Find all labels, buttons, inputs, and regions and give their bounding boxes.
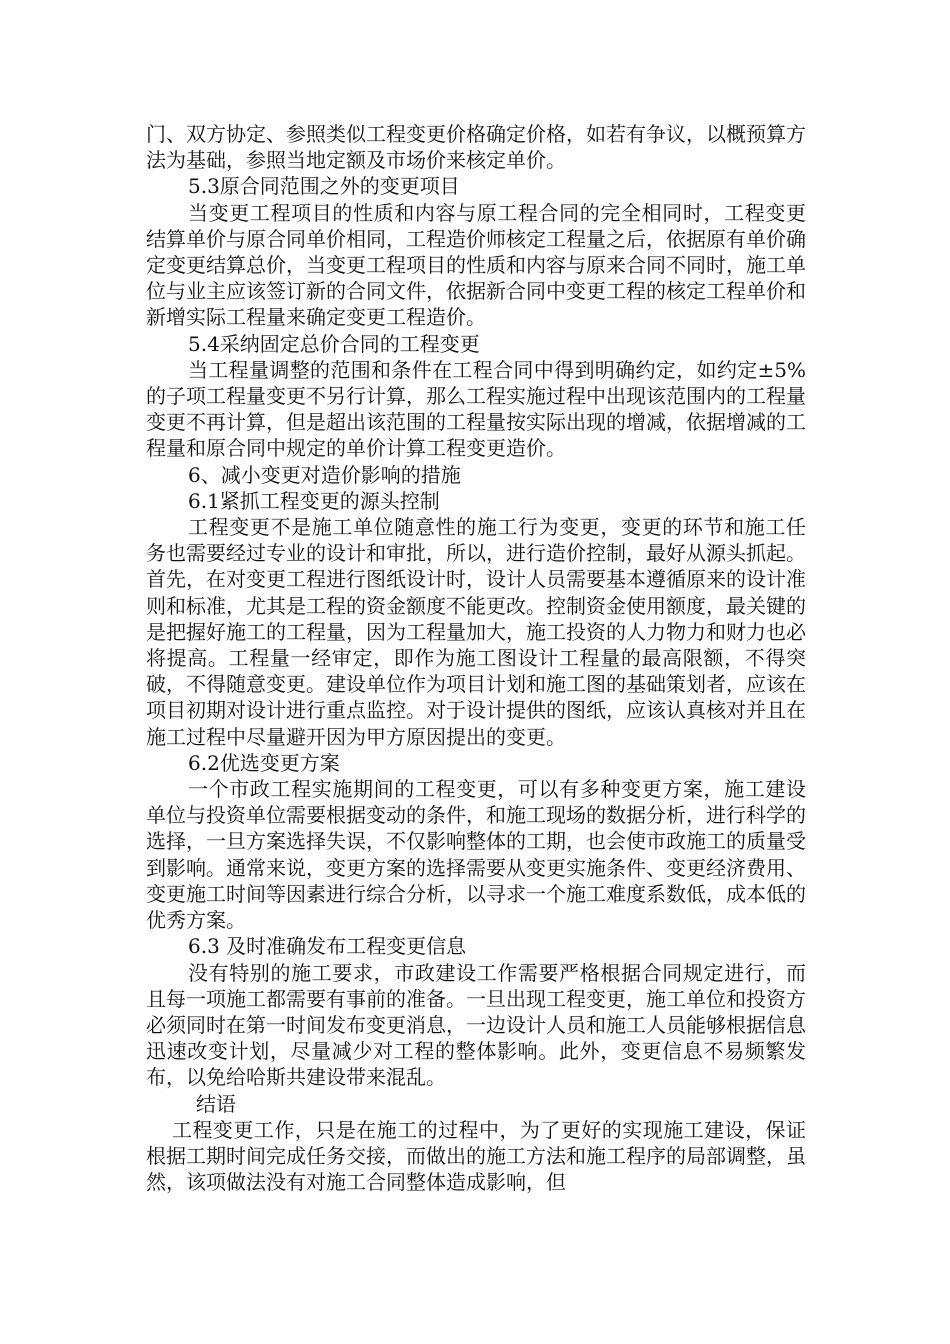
section-heading-5-4: 5.4采纳固定总价合同的工程变更 (188, 331, 480, 356)
paragraph-continuation: 门、双方协定、参照类似工程变更价格确定价格，如若有争议，以概预算方法为基础，参照当地定额及市场价来核定单价。 (146, 122, 806, 173)
paragraph: 工程变更工作，只是在施工的过程中，为了更好的实现施工建设，保证根据工期时间完成任务交接，而做出的施工方法和施工程序的局部调整，虽然，该项做法没有对施工合同整体造成影响，但 (146, 1117, 806, 1195)
paragraph: 没有特别的施工要求，市政建设工作需要严格根据合同规定进行，而且每一项施工都需要有事前的准备。一旦出现工程变更，施工单位和投资方必须同时在第一时间发布变更消息，一边设计人员和施工人员能够根据信息迅速改变计划，尽量减少对工程的整体影响。此外，变更信息不易频繁发布，以免给哈斯共建设带来混乱。 (146, 960, 806, 1090)
section-heading-6: 6、减小变更对造价影响的措施 (188, 462, 461, 487)
paragraph: 当工程量调整的范围和条件在工程合同中得到明确约定，如约定±5%的子项工程量变更不另行计算，那么工程实施过程中出现该范围内的工程量变更不再计算，但是超出该范围的工程量按实际出现的增减，依据增减的工程量和原合同中规定的单价计算工程变更造价。 (146, 357, 806, 461)
section-heading-6-2: 6.2优选变更方案 (188, 750, 340, 775)
section-heading-6-1: 6.1紧抓工程变更的源头控制 (188, 488, 440, 513)
document-body (146, 121, 806, 1195)
paragraph: 一个市政工程实施期间的工程变更，可以有多种变更方案，施工建设单位与投资单位需要根据变动的条件，和施工现场的数据分析，进行科学的选择，一旦方案选择失误，不仅影响整体的工期，也会使市政施工的质量受到影响。通常来说，变更方案的选择需要从变更实施条件、变更经济费用、变更施工时间等因素进行综合分析，以寻求一个施工难度系数低，成本低的优秀方案。 (146, 777, 806, 933)
paragraph: 当变更工程项目的性质和内容与原工程合同的完全相同时，工程变更结算单价与原合同单价相同，工程造价师核定工程量之后，依据原有单价确定变更结算总价，当变更工程项目的性质和内容与原来合同不同时，施工单位与业主应该签订新的合同文件，依据新合同中变更工程的核定工程单价和新增实际工程量来确定变更工程造价。 (146, 200, 806, 330)
paragraph: 工程变更不是施工单位随意性的施工行为变更，变更的环节和施工任务也需要经过专业的设计和审批，所以，进行造价控制，最好从源头抓起。首先，在对变更工程进行图纸设计时，设计人员需要基本遵循原来的设计准则和标准，尤其是工程的资金额度不能更改。控制资金使用额度，最关键的是把握好施工的工程量，因为工程量加大，施工投资的人力物力和财力也必将提高。工程量一经审定，即作为施工图设计工程量的最高限额，不得突破，不得随意变更。建设单位作为项目计划和施工图的基础策划者，应该在项目初期对设计进行重点监控。对于设计提供的图纸，应该认真核对并且在施工过程中尽量避开因为甲方原因提出的变更。 (146, 515, 806, 749)
section-heading-5-3: 5.3原合同范围之外的变更项目 (188, 174, 460, 199)
conclusion-heading: 结语 (196, 1091, 236, 1116)
section-heading-6-3: 6.3 及时准确发布工程变更信息 (188, 934, 467, 959)
